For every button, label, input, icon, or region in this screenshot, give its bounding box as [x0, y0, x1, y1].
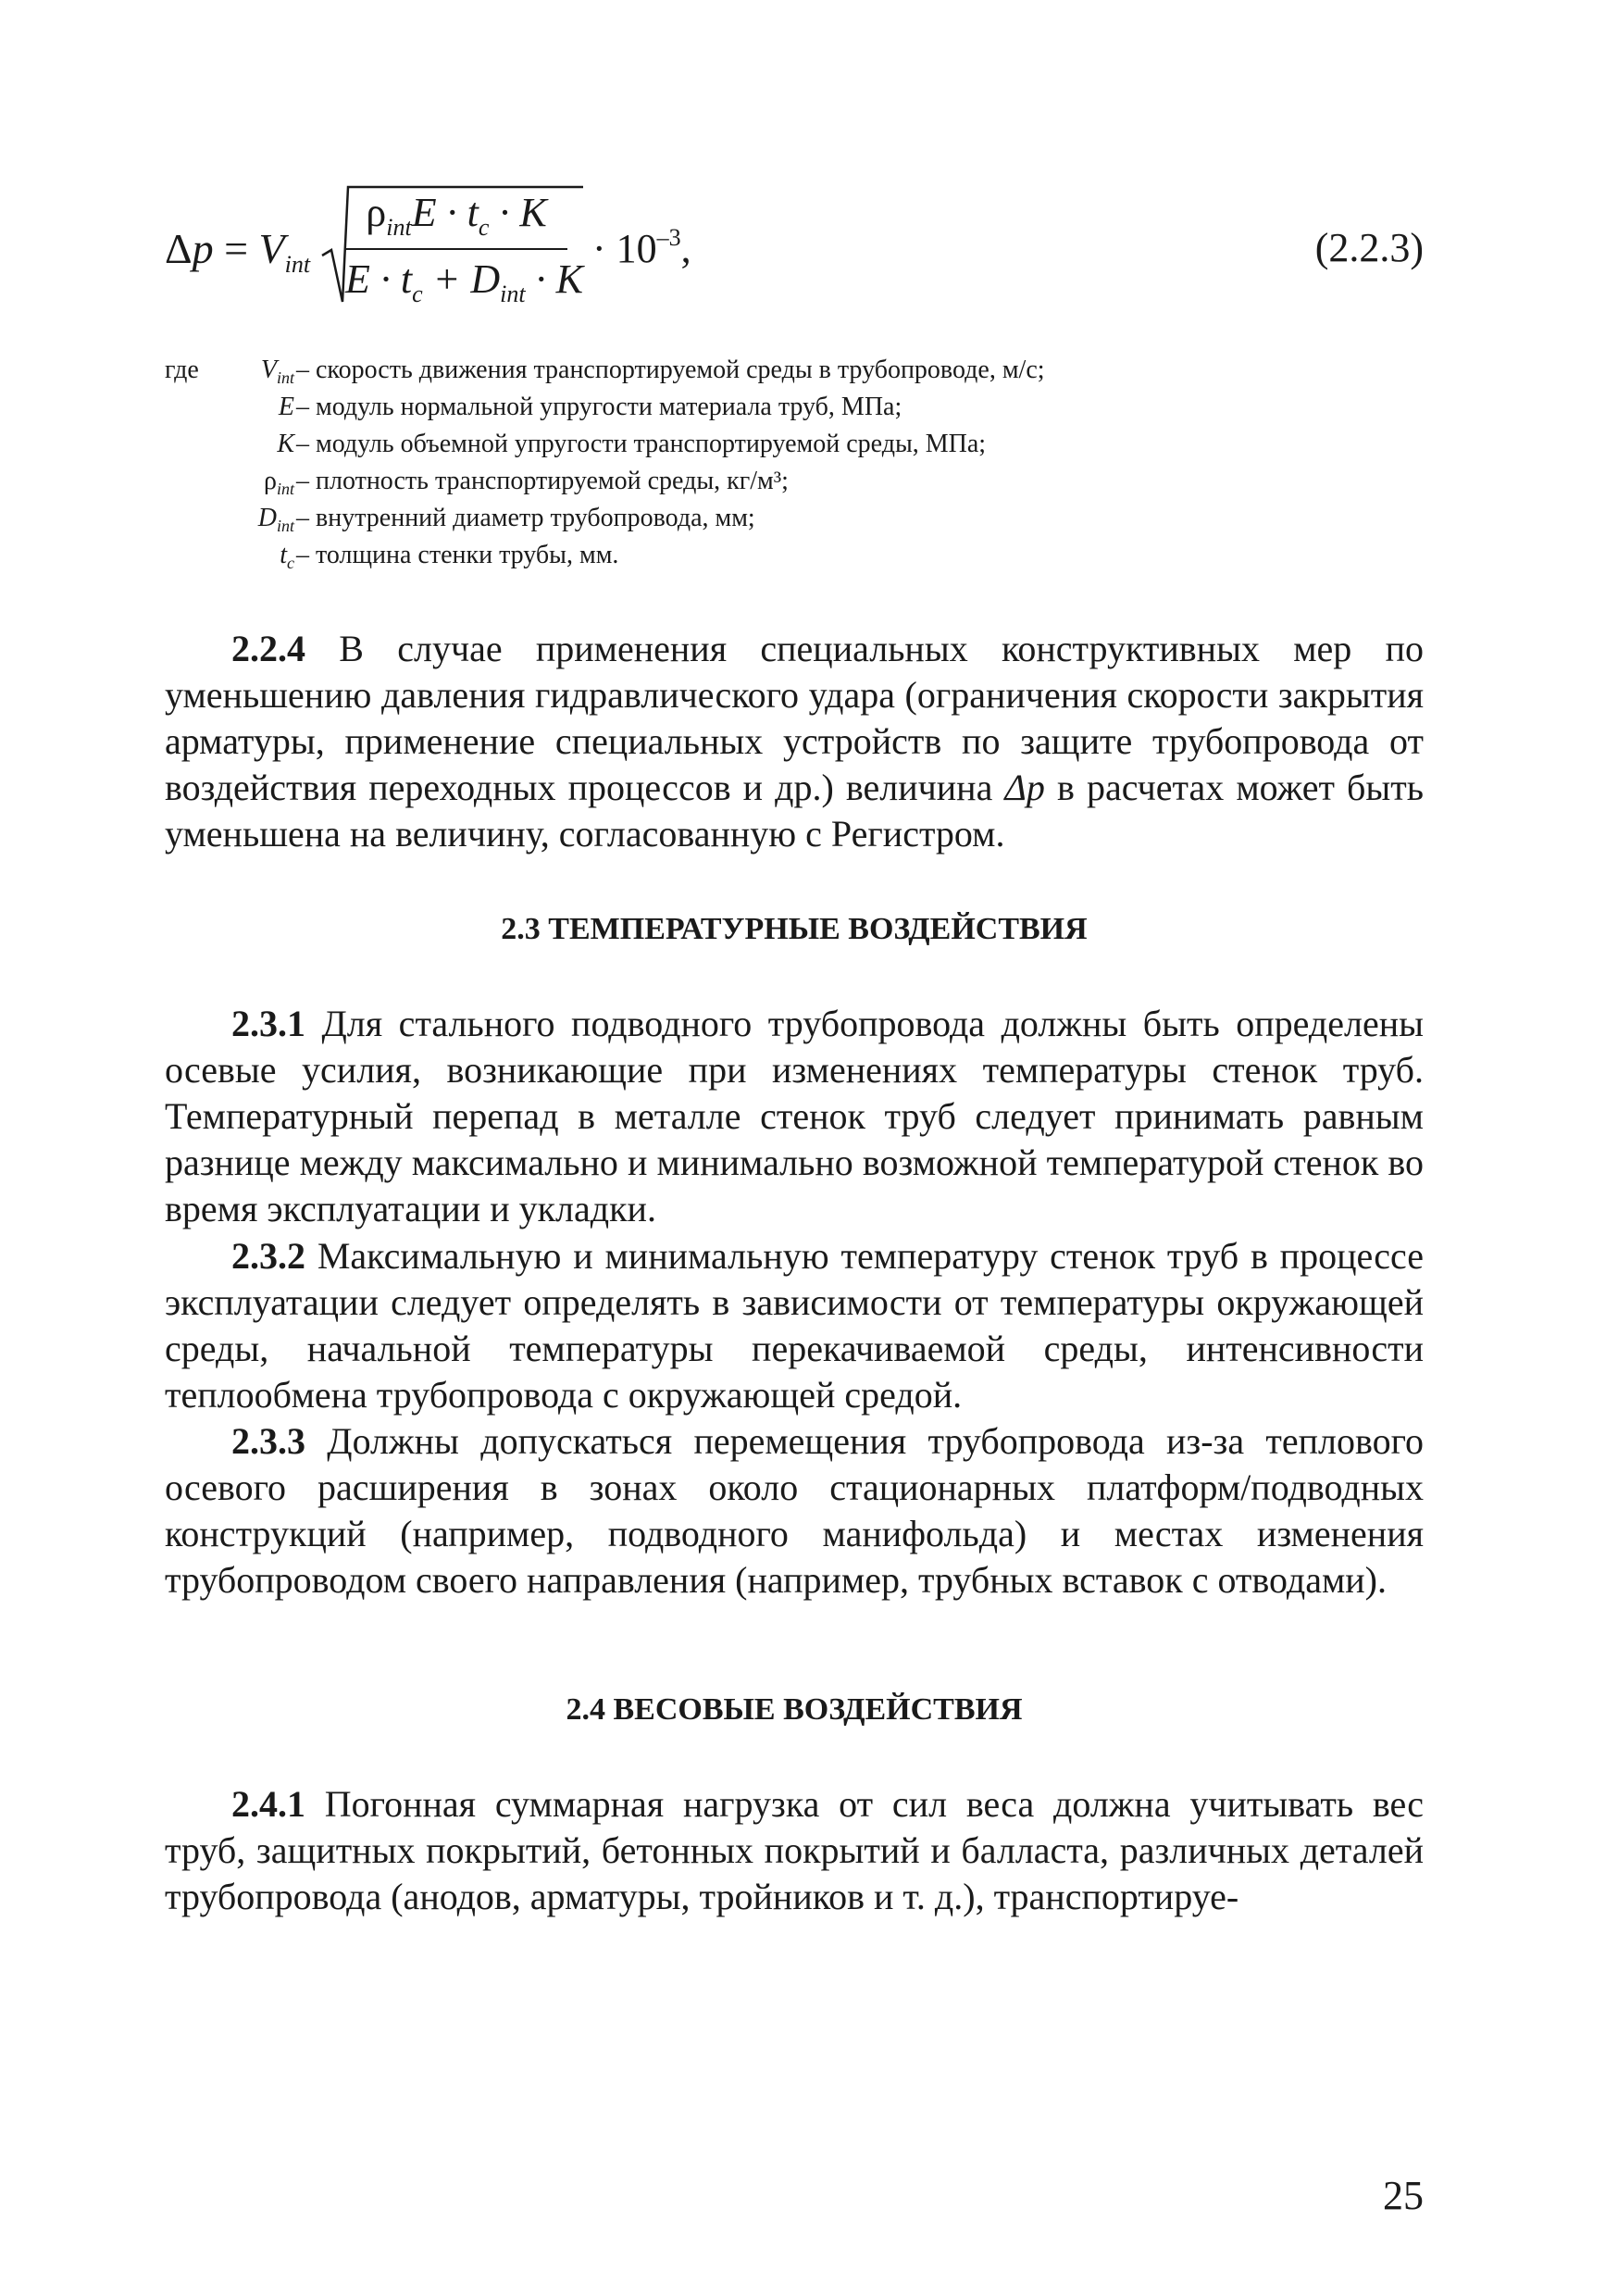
formula-2-2-3	[165, 178, 1424, 317]
legend-row: K – модуль объемной упругости транспортируемой среды, МПа;	[277, 430, 987, 458]
clause-number: 2.3.1	[231, 1003, 305, 1044]
fraction-denominator: $E \cdot t_c + D_{int} \cdot K$	[345, 256, 583, 307]
clause-number: 2.3.2	[231, 1235, 305, 1277]
formula-lhs	[165, 224, 310, 279]
velocity-symbol: V	[258, 225, 285, 272]
fraction-bar	[345, 248, 567, 250]
paragraph-2-3-3: 2.3.3 Должны допускаться перемещения трубопровода из-за теплового осевого расширения в зонах около стационарных платформ/подводных конструкций (например, подводного манифольда) и местах изменения трубопроводом своего направления (например, трубных вставок с отводами).	[165, 1420, 1424, 1601]
velocity-subscript: int	[284, 251, 311, 278]
paragraph-2-2-4: 2.2.4 В случае применения специальных конструктивных мер по уменьшению давления гидравлического удара (ограничения скорости закрытия арматуры, применение специальных устройств по защите трубопровода от воздействия переходных процессов и др.) величина Δp в расчетах может быть уменьшена на величину, согласованную с Регистром.	[165, 628, 1425, 855]
equals-sign: =	[213, 225, 259, 272]
paragraph-2-3-1: 2.3.1 Для стального подводного трубопровода должны быть определены осевые усилия, возникающие при изменениях температуры стенок труб. Температурный перепад в металле стенок труб следует принимать равным разнице между максимально и минимально возможной температурой стенок во время эксплуатации и укладки.	[165, 1003, 1424, 1229]
legend-row: где $V_{int}$ – скорость движения транспортируемой среды в трубопроводе, м/с;	[165, 352, 1276, 389]
clause-number: 2.4.1	[231, 1783, 305, 1825]
fraction-numerator: $\rho_{int}E \cdot t_c \cdot K$	[366, 190, 547, 241]
formula-fraction	[345, 189, 583, 309]
paragraph-2-3-2: 2.3.2 Максимальную и минимальную температуру стенок труб в процессе эксплуатации следует определять в зависимости от температуры окружающей среды, начальной температуры перекачиваемой среды, интенсивности теплообмена трубопровода с окружающей средой.	[165, 1235, 1424, 1416]
paragraph-2-4-1: 2.4.1 Погонная суммарная нагрузка от сил веса должна учитывать вес труб, защитных покрытий, бетонных покрытий и балласта, различных деталей трубопровода (анодов, арматуры, тройников и т. д.), транспортируе-	[165, 1783, 1424, 1917]
formula-number: (2.2.3)	[1314, 225, 1424, 270]
legend-row: $t_c$ – толщина стенки трубы, мм.	[280, 541, 619, 572]
section-heading-2-3: 2.3 ТЕМПЕРАТУРНЫЕ ВОЗДЕЙСТВИЯ	[501, 912, 1088, 946]
delta-symbol: Δ	[165, 225, 193, 272]
legend-row: $D_{int}$ – внутренний диаметр трубопровода, мм;	[257, 504, 755, 535]
clause-number: 2.2.4	[231, 628, 305, 669]
formula-legend	[165, 352, 1276, 574]
formula-multiplier: · $10^{-3}$,	[592, 224, 691, 271]
legend-row: $\rho_{int}$ – плотность транспортируемой среды, кг/м³;	[264, 467, 789, 498]
page-number: 25	[1383, 2173, 1424, 2218]
legend-intro: где	[165, 356, 199, 384]
clause-number: 2.3.3	[231, 1420, 305, 1462]
legend-row: E – модуль нормальной упругости материала труб, МПа;	[278, 393, 902, 421]
pressure-symbol: p	[192, 225, 214, 272]
section-heading-2-4: 2.4 ВЕСОВЫЕ ВОЗДЕЙСТВИЯ	[566, 1692, 1023, 1727]
